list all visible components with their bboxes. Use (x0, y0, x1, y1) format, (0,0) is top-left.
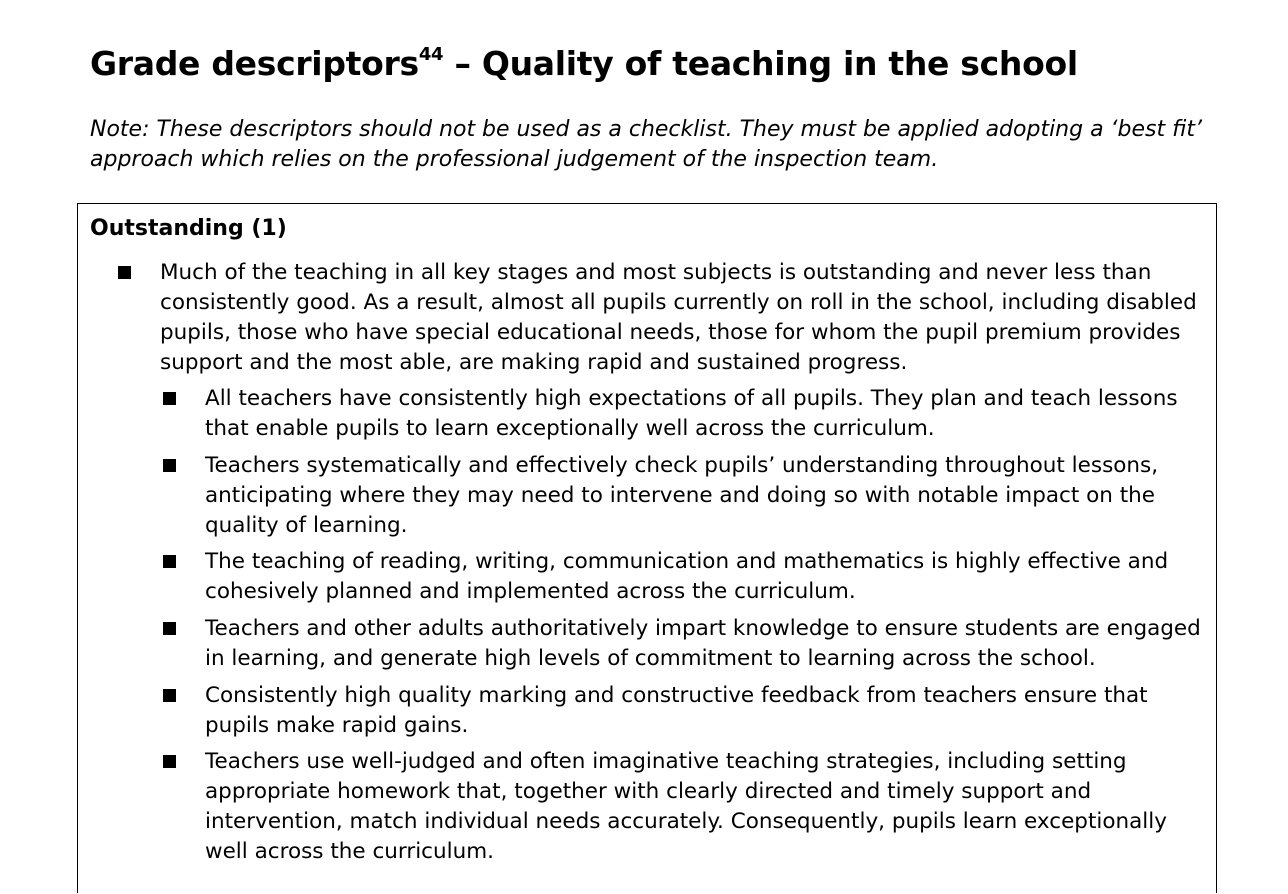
outstanding-descriptor-box (77, 203, 1217, 893)
sub-descriptor-item (163, 747, 1208, 867)
title-footnote-marker: 44 (418, 44, 444, 65)
main-descriptor-text: Much of the teaching in all key stages and most subjects is outstanding and never less than consistently good. As a result, almost all pupils currently on roll in the school, including disabled pupils, those who have special educational needs, those for whom the pupil premium provides support and the most able, are making rapid and sustained progress. (160, 260, 1197, 375)
sub-descriptor-text: Consistently high quality marking and constructive feedback from teachers ensure that pupils make rapid gains. (205, 683, 1148, 738)
guidance-note: Note: These descriptors should not be used as a checklist. They must be applied adopting a ‘best fit’ approach which relies on the professional judgement of the inspection team. (90, 117, 1202, 172)
sub-descriptor-text: Teachers and other adults authoritatively impart knowledge to ensure students are engaged in learning, and generate high levels of commitment to learning across the school. (205, 616, 1201, 671)
square-bullet-icon (163, 689, 176, 702)
square-bullet-icon (163, 755, 176, 768)
title-text: Grade descriptors (90, 44, 419, 83)
square-bullet-icon (163, 392, 176, 405)
grade-heading: Outstanding (1) (90, 216, 287, 241)
sub-descriptor-text: The teaching of reading, writing, communication and mathematics is highly effective and cohesively planned and implemented across the curriculum. (205, 549, 1169, 604)
sub-descriptor-text: Teachers systematically and effectively check pupils’ understanding throughout lessons, anticipating where they may need to intervene and doing so with notable impact on the quality of learning. (205, 453, 1159, 538)
main-descriptor-item (118, 258, 1208, 378)
sub-descriptor-item (163, 681, 1208, 741)
square-bullet-icon (163, 622, 176, 635)
sub-descriptor-item (163, 614, 1208, 674)
title-suffix: – Quality of teaching in the school (443, 44, 1078, 83)
sub-descriptor-text: All teachers have consistently high expectations of all pupils. They plan and teach lessons that enable pupils to learn exceptionally well across the curriculum. (205, 386, 1178, 441)
sub-descriptor-item (163, 451, 1208, 541)
sub-descriptor-item (163, 384, 1208, 444)
square-bullet-icon (118, 266, 131, 279)
square-bullet-icon (163, 459, 176, 472)
sub-descriptor-item (163, 547, 1208, 607)
sub-descriptor-text: Teachers use well-judged and often imaginative teaching strategies, including setting appropriate homework that, together with clearly directed and timely support and intervention, match individual needs accurately. Consequently, pupils learn exceptionally well across the curriculum. (205, 749, 1167, 864)
square-bullet-icon (163, 555, 176, 568)
page-title (90, 44, 1078, 83)
